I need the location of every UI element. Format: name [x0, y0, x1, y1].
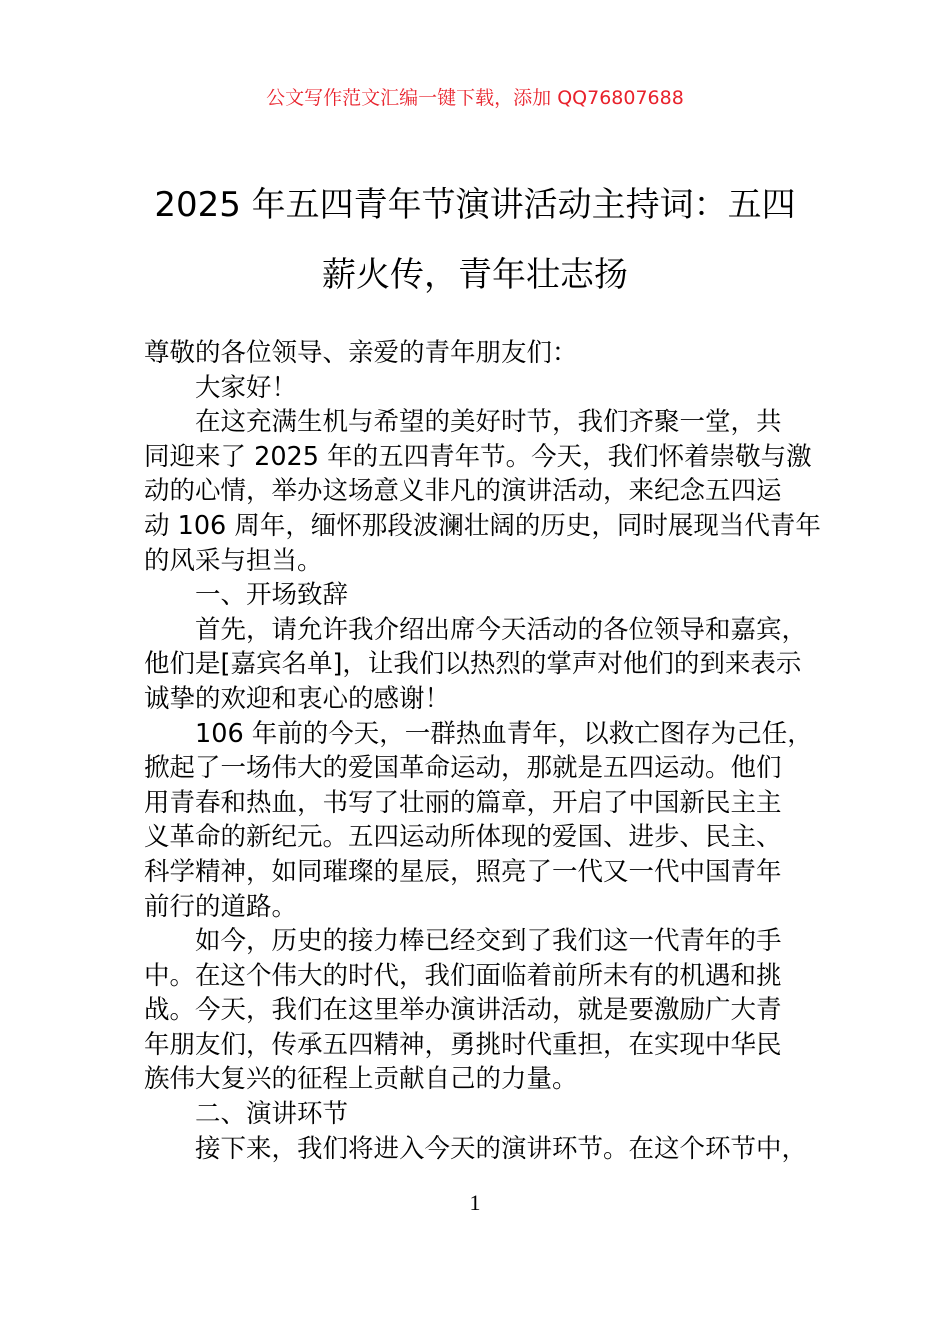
body-line: 义革命的新纪元。五四运动所体现的爱国、进步、民主、	[144, 822, 782, 853]
body-line: 用青春和热血，书写了壮丽的篇章，开启了中国新民主主	[144, 787, 782, 818]
body-line: 106 年前的今天，一群热血青年，以救亡图存为己任，	[195, 718, 813, 749]
title-line-2: 薪火传，青年壮志扬	[322, 255, 628, 295]
page-number: 1	[469, 1190, 481, 1215]
greeting: 大家好！	[195, 372, 298, 403]
body-line: 在这充满生机与希望的美好时节，我们齐聚一堂，共	[195, 407, 782, 438]
body-line: 他们是[嘉宾名单]，让我们以热烈的掌声对他们的到来表示	[144, 649, 802, 680]
body-line: 诚挚的欢迎和衷心的感谢！	[144, 683, 451, 714]
section-heading-opening: 一、开场致辞	[195, 580, 349, 611]
title-line-1: 2025 年五四青年节演讲活动主持词：五四	[154, 185, 796, 225]
body-line: 掀起了一场伟大的爱国革命运动，那就是五四运动。他们	[144, 753, 782, 784]
document-title	[140, 170, 810, 310]
body-line: 战。今天，我们在这里举办演讲活动，就是要激励广大青	[144, 995, 782, 1026]
body-line: 族伟大复兴的征程上贡献自己的力量。	[144, 1064, 578, 1095]
body-line: 同迎来了 2025 年的五四青年节。今天，我们怀着崇敬与激	[144, 441, 812, 472]
download-notice: 公文写作范文汇编一键下载，添加 QQ76807688	[266, 87, 684, 109]
salutation: 尊敬的各位领导、亲爱的青年朋友们：	[144, 338, 578, 368]
body-line: 接下来，我们将进入今天的演讲环节。在这个环节中，	[195, 1133, 808, 1164]
body-line: 前行的道路。	[144, 891, 298, 922]
body-line: 年朋友们，传承五四精神，勇挑时代重担，在实现中华民	[144, 1029, 782, 1060]
body-line: 中。在这个伟大的时代，我们面临着前所未有的机遇和挑	[144, 960, 782, 991]
body-line: 首先，请允许我介绍出席今天活动的各位领导和嘉宾，	[195, 614, 808, 645]
body-line: 的风采与担当。	[144, 545, 323, 576]
document-body	[144, 336, 821, 1166]
body-line: 科学精神，如同璀璨的星辰，照亮了一代又一代中国青年	[144, 856, 782, 887]
section-heading-speeches: 二、演讲环节	[195, 1099, 349, 1130]
body-line: 动 106 周年，缅怀那段波澜壮阔的历史，同时展现当代青年	[144, 510, 821, 541]
body-line: 动的心情，举办这场意义非凡的演讲活动，来纪念五四运	[144, 476, 782, 507]
body-line: 如今，历史的接力棒已经交到了我们这一代青年的手	[195, 926, 782, 957]
